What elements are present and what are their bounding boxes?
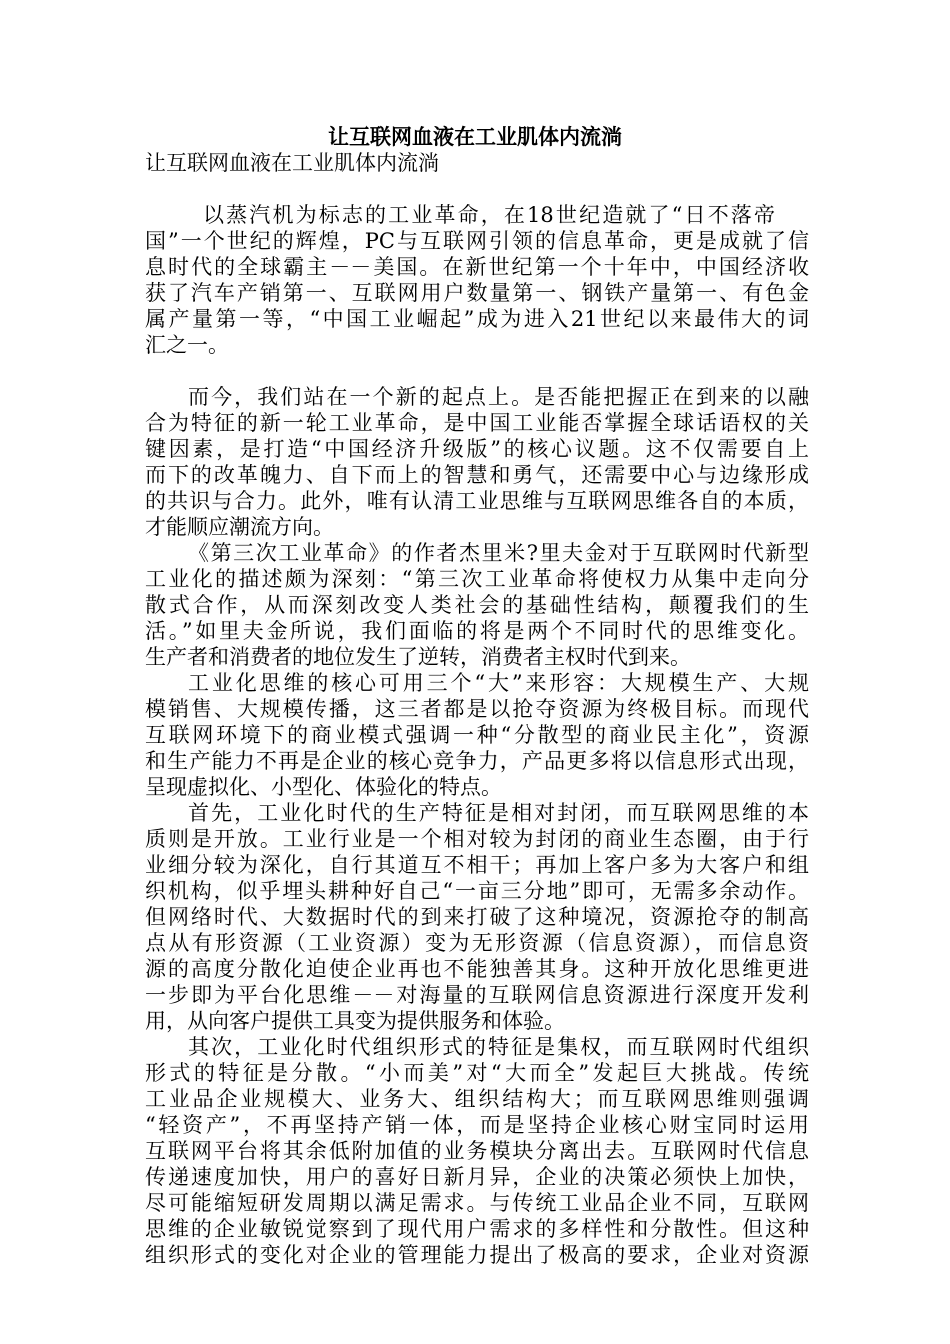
text-line: 源的高度分散化迫使企业再也不能独善其身。这种开放化思维更进 [145, 957, 809, 981]
text-line: 互联网平台将其余低附加值的业务模块分离出去。互联网时代信息 [145, 1139, 809, 1163]
document-title: 让互联网血液在工业肌体内流淌 [328, 124, 622, 149]
text-line: 思维的企业敏锐觉察到了现代用户需求的多样性和分散性。但这种 [145, 1217, 809, 1241]
text-line: 工业化思维的核心可用三个“大”来形容：大规模生产、大规 [188, 671, 809, 695]
text-line: 工业化的描述颇为深刻：“第三次工业革命将使权力从集中走向分 [145, 567, 809, 591]
text-line: 属产量第一等，“中国工业崛起”成为进入21世纪以来最伟大的词 [145, 307, 809, 331]
text-line: 业细分较为深化，自行其道互不相干；再加上客户多为大客户和组 [145, 853, 809, 877]
text-line: 键因素，是打造“中国经济升级版”的核心议题。这不仅需要自上 [145, 437, 809, 461]
text-line: 传递速度加快，用户的喜好日新月异，企业的决策必须快上加快， [145, 1165, 809, 1189]
text-line: 互联网环境下的商业模式强调一种“分散型的商业民主化”，资源 [145, 723, 809, 747]
text-line: 模销售、大规模传播，这三者都是以抢夺资源为终极目标。而现代 [145, 697, 809, 721]
text-line: 获了汽车产销第一、互联网用户数量第一、钢铁产量第一、有色金 [145, 281, 809, 305]
text-line: 而今，我们站在一个新的起点上。是否能把握正在到来的以融 [188, 385, 809, 409]
text-line: 以蒸汽机为标志的工业革命，在18世纪造就了“日不落帝 [203, 203, 775, 227]
document-subtitle: 让互联网血液在工业肌体内流淌 [145, 151, 439, 175]
text-line: 而下的改革魄力、自下而上的智慧和勇气，还需要中心与边缘形成 [145, 463, 809, 487]
text-line: 汇之一。 [145, 333, 229, 357]
text-line: 织机构，似乎埋头耕种好自己“一亩三分地”即可，无需多余动作。 [145, 879, 809, 903]
text-line: 国”一个世纪的辉煌，PC与互联网引领的信息革命，更是成就了信 [145, 229, 809, 253]
text-line: “轻资产”，不再坚持产销一体，而是坚持企业核心财宝同时运用 [145, 1113, 809, 1137]
text-line: 息时代的全球霸主－－美国。在新世纪第一个十年中，中国经济收 [145, 255, 809, 279]
text-line: 生产者和消费者的地位发生了逆转，消费者主权时代到来。 [145, 645, 691, 669]
text-line: 工业品企业规模大、业务大、组织结构大；而互联网思维则强调 [145, 1087, 809, 1111]
text-line: 质则是开放。工业行业是一个相对较为封闭的商业生态圈，由于行 [145, 827, 809, 851]
text-line: 形式的特征是分散。“小而美”对“大而全”发起巨大挑战。传统 [145, 1061, 809, 1085]
text-line: 尽可能缩短研发周期以满足需求。与传统工业品企业不同，互联网 [145, 1191, 809, 1215]
text-line: 但网络时代、大数据时代的到来打破了这种境况，资源抢夺的制高 [145, 905, 809, 929]
text-line: 呈现虚拟化、小型化、体验化的特点。 [145, 775, 502, 799]
text-line: 合为特征的新一轮工业革命，是中国工业能否掌握全球话语权的关 [145, 411, 809, 435]
text-line: 其次，工业化时代组织形式的特征是集权，而互联网时代组织 [188, 1035, 809, 1059]
text-line: 首先，工业化时代的生产特征是相对封闭，而互联网思维的本 [188, 801, 809, 825]
text-line: 的共识与合力。此外，唯有认清工业思维与互联网思维各自的本质， [145, 489, 809, 513]
text-line: 用，从向客户提供工具变为提供服务和体验。 [145, 1009, 565, 1033]
text-line: 一步即为平台化思维－－对海量的互联网信息资源进行深度开发利 [145, 983, 809, 1007]
text-line: 才能顺应潮流方向。 [145, 515, 334, 539]
text-line: 《第三次工业革命》的作者杰里米?里夫金对于互联网时代新型 [188, 541, 809, 565]
text-line: 组织形式的变化对企业的管理能力提出了极高的要求，企业对资源 [145, 1243, 809, 1267]
text-line: 和生产能力不再是企业的核心竞争力，产品更多将以信息形式出现， [145, 749, 809, 773]
text-line: 点从有形资源（工业资源）变为无形资源（信息资源），而信息资 [145, 931, 809, 955]
text-line: 活。”如里夫金所说，我们面临的将是两个不同时代的思维变化。 [145, 619, 809, 643]
text-line: 散式合作，从而深刻改变人类社会的基础性结构，颠覆我们的生 [145, 593, 809, 617]
